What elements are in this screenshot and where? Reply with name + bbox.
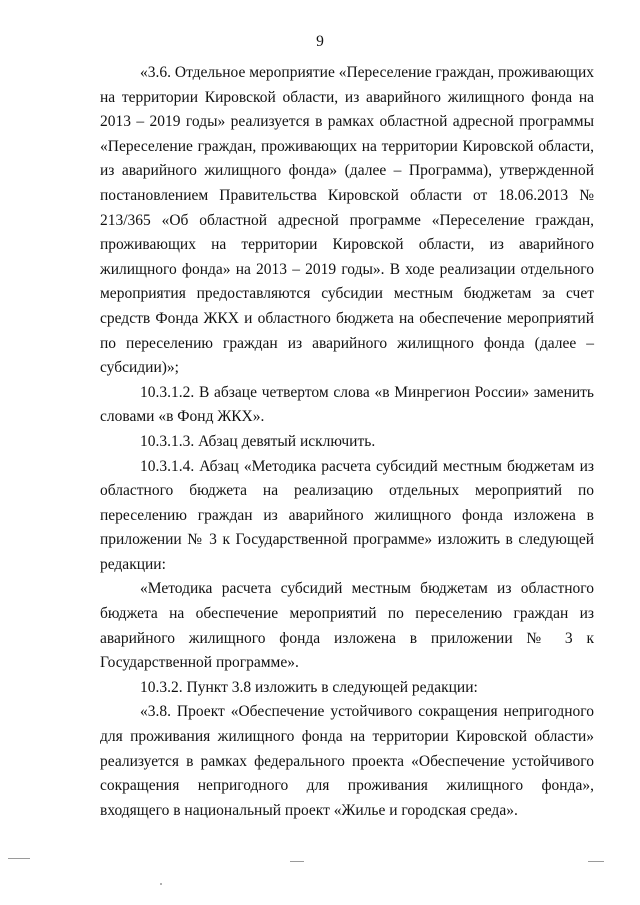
page-number: 9 bbox=[316, 33, 324, 50]
paragraph-10-3-1-2: 10.3.1.2. В абзаце четвертом слова «в Минрегион России» заменить словами «в Фонд ЖКХ». bbox=[100, 383, 594, 426]
paragraph-methodology-quote: «Методика расчета субсидий местным бюджетам из областного бюджета на обеспечение мероприятий по переселению граждан из аварийного жилищного фонда изложена в приложении № 3 к Государственной программе». bbox=[100, 580, 594, 672]
paragraph-3-8: «3.8. Проект «Обеспечение устойчивого сокращения непригодного для проживания жилищного фонда на территории Кировской области» реализуется в рамках федерального проекта «Обеспечение устойчивого сокращения непригодного для проживания жилищного фонда», входящего в национальный проект «Жилье и городская среда». bbox=[100, 703, 594, 819]
scan-artifact-dot bbox=[160, 883, 162, 885]
scan-artifact-left bbox=[8, 858, 30, 859]
paragraph-10-3-1-3: 10.3.1.3. Абзац девятый исключить. bbox=[140, 432, 376, 450]
paragraph-10-3-2: 10.3.2. Пункт 3.8 изложить в следующей редакции: bbox=[140, 678, 478, 696]
document-body bbox=[100, 61, 594, 823]
paragraph-3-6: «3.6. Отдельное мероприятие «Переселение граждан, проживающих на территории Кировской области, из аварийного жилищного фонда на 2013 – 2019 годы» реализуется в рамках областной адресной программы «Переселение граждан, проживающих на территории Кировской области, из аварийного жилищного фонда» (далее – Программа), утвержденной постановлением Правительства Кировской области от 18.06.2013 № 213/365 «Об областной адресной программе «Переселение граждан, проживающих на территории Кировской области, из аварийного жилищного фонда» на 2013 – 2019 годы». В ходе реализации отдельного мероприятия предоставляются субсидии местным бюджетам за счет средств Фонда ЖКХ и областного бюджета на обеспечение мероприятий по переселению граждан из аварийного жилищного фонда (далее – субсидии)»; bbox=[100, 64, 594, 377]
scan-artifact-center bbox=[290, 861, 304, 862]
scan-artifact-right bbox=[588, 861, 604, 862]
paragraph-10-3-1-4: 10.3.1.4. Абзац «Методика расчета субсидий местным бюджетам из областного бюджета на реализацию отдельных мероприятий по переселению граждан из аварийного жилищного фонда изложена в приложении № 3 к Государственной программе» изложить в следующей редакции: bbox=[100, 457, 594, 573]
